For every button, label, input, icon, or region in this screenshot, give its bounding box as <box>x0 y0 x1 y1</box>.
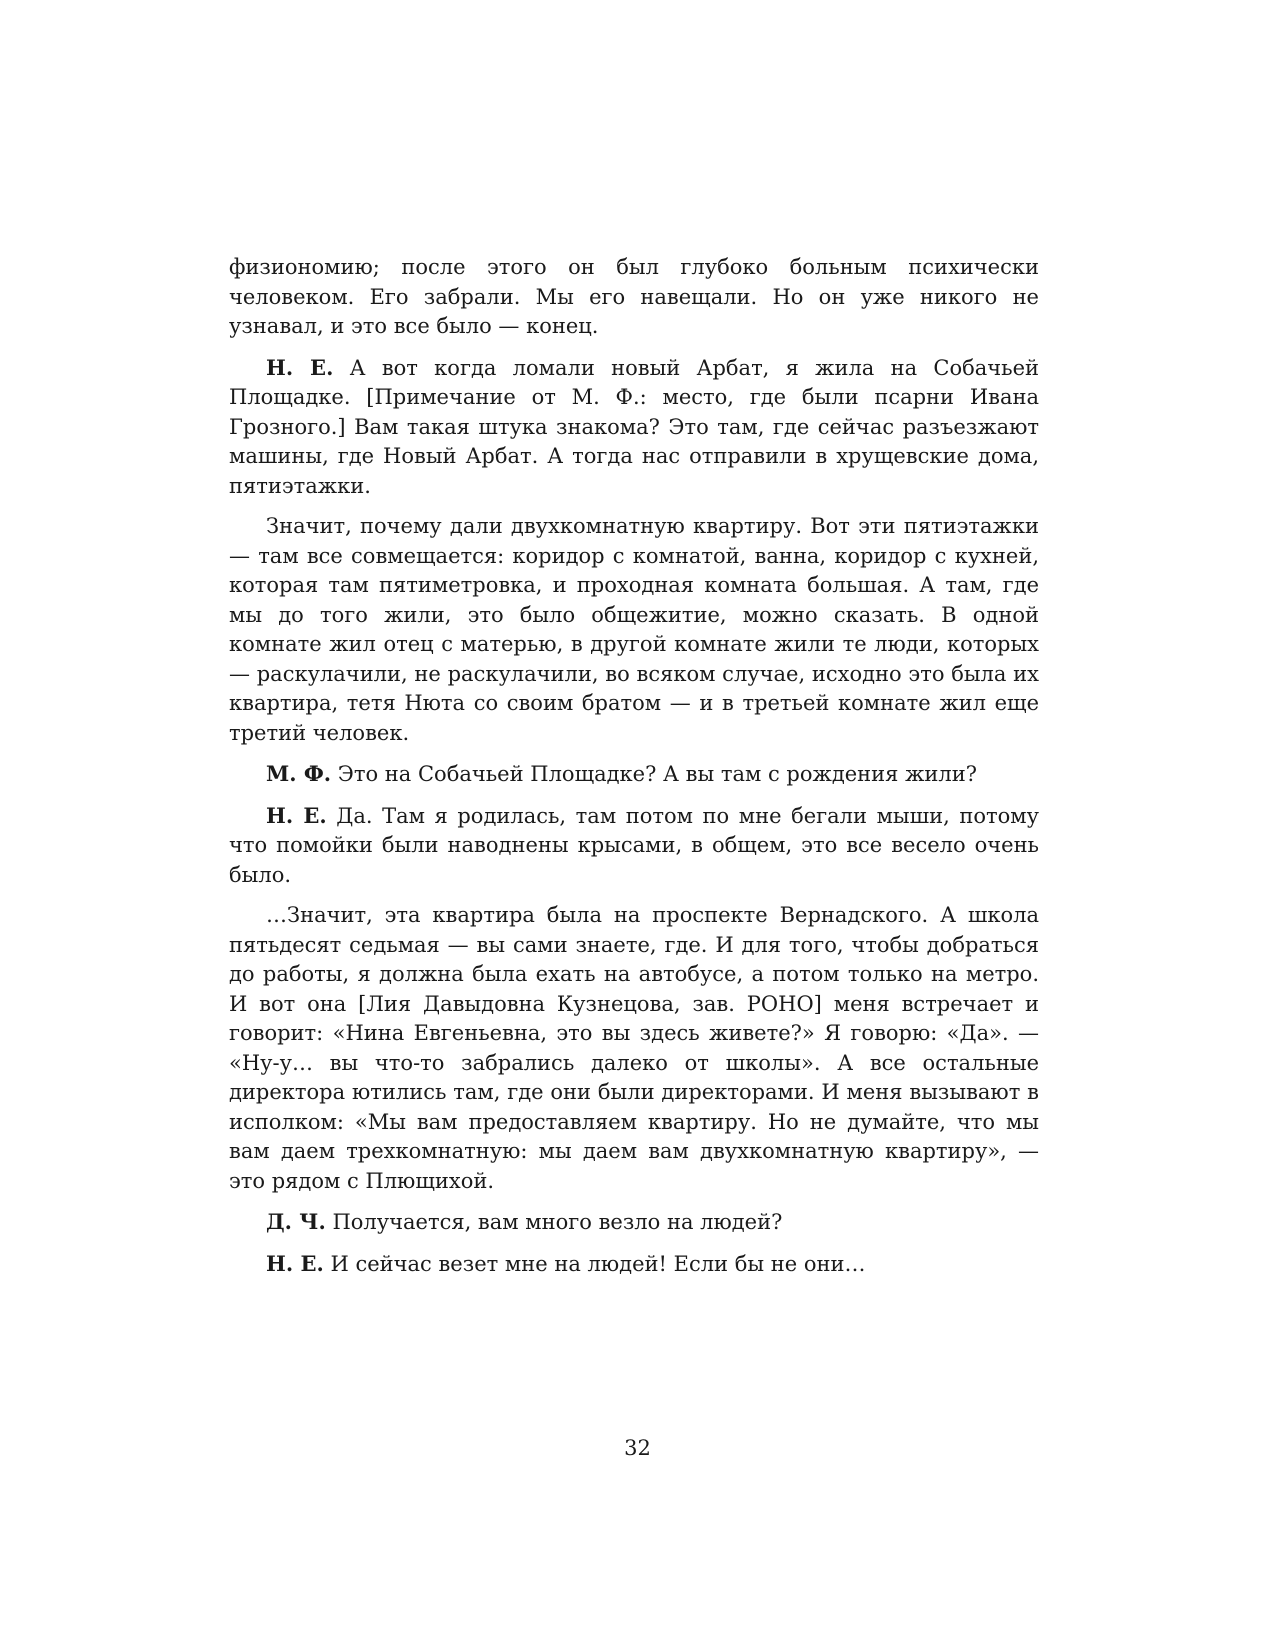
paragraph-text: А вот когда ломали новый Арбат, я жила на Собачьей Площадке. [Примечание от М. Ф.: место, где были псарни Ивана Грозного.] Вам такая штука знакома? Это там, где сейчас разъезжают машины, где Новый Арбат. А тогда нас отправили в хрущевские дома, пятиэтажки. <box>229 355 1039 498</box>
paragraph-text: физиономию; после этого он был глубоко больным психически человеком. Его забрали. Мы его навещали. Но он уже никого не узнавал, и это все было — конец. <box>229 255 1039 338</box>
paragraph-text: Это на Собачьей Площадке? А вы там с рождения жили? <box>337 762 978 786</box>
paragraph-text: Получается, вам много везло на людей? <box>332 1210 783 1234</box>
paragraph-7 <box>229 1207 1039 1238</box>
paragraph-text: И сейчас везет мне на людей! Если бы не они… <box>330 1251 866 1276</box>
page-number: 32 <box>624 1436 651 1460</box>
speaker-name: Н. Е. <box>266 802 327 828</box>
paragraph-3 <box>229 512 1039 748</box>
paragraph-2 <box>229 353 1039 502</box>
paragraph-4 <box>229 759 1039 790</box>
speaker-name: Н. Е. <box>266 354 334 380</box>
paragraph-1 <box>229 253 1039 342</box>
paragraph-text: Значит, почему дали двухкомнатную квартиру. Вот эти пятиэтажки — там все совмещается: коридор с комнатой, ванна, коридор с кухней, которая там пятиметровка, и проходная комната большая. А там, где мы до того жили, это было общежитие, можно сказать. В одной комнате жил отец с матерью, в другой комнате жили те люди, которых — раскулачили, не раскулачили, во всяком случае, исходно это была их квартира, тетя Нюта со своим братом — и в третьей комнате жил еще третий человек. <box>229 514 1039 745</box>
speaker-name: Н. Е. <box>266 1250 324 1276</box>
paragraph-6 <box>229 901 1039 1196</box>
body-text <box>229 253 1039 1290</box>
speaker-name: Д. Ч. <box>266 1209 326 1234</box>
speaker-name: М. Ф. <box>266 761 332 786</box>
paragraph-8 <box>229 1249 1039 1280</box>
paragraph-text: Да. Там я родилась, там потом по мне бегали мыши, потому что помойки были наводнены крысами, в общем, это все весело очень было. <box>229 803 1039 887</box>
paragraph-5 <box>229 801 1039 891</box>
paragraph-text: …Значит, эта квартира была на проспекте Вернадского. А школа пятьдесят седьмая — вы сами знаете, где. И для того, чтобы добраться до работы, я должна была ехать на автобусе, а потом только на метро. И вот она [Лия Давыдовна Кузнецова, зав. РОНО] меня встречает и говорит: «Нина Евгеньевна, это вы здесь живете?» Я говорю: «Да». — «Ну-у… вы что-то забрались далеко от школы». А все остальные директора ютились там, где они были директорами. И меня вызывают в исполком: «Мы вам предоставляем квартиру. Но не думайте, что мы вам даем трехкомнатную: мы даем вам двухкомнатную квартиру», — это рядом с Плющихой. <box>229 903 1039 1193</box>
